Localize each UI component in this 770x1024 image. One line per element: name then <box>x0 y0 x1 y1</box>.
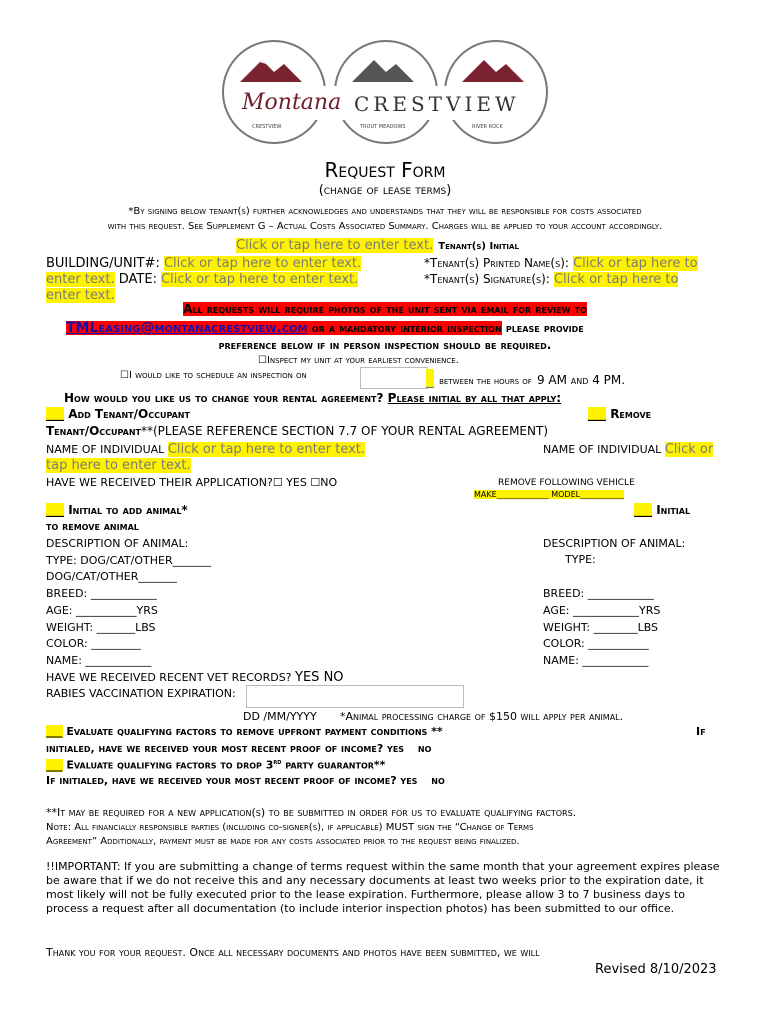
name-individual-right <box>543 442 713 457</box>
date-row <box>46 272 358 287</box>
email-link[interactable]: TMLeasing@montanacrestview.com <box>66 320 308 336</box>
signature-field[interactable]: Click or tap here to <box>553 272 679 287</box>
rabies-date-field[interactable] <box>246 685 464 708</box>
add-animal-blank[interactable]: ___ <box>46 503 64 517</box>
name-individual-left <box>46 442 365 457</box>
schedule-hours <box>426 369 625 388</box>
printed-name-label: *Tenant(s) Printed Name(s): <box>424 256 569 270</box>
evaluate-guarantor-blank[interactable]: ___ <box>46 758 63 772</box>
building-field-cont[interactable]: enter text. <box>46 272 115 287</box>
name-individual-left-cont <box>46 458 191 473</box>
revised-date: Revised 8/10/2023 <box>595 962 717 977</box>
date-label: DATE: <box>118 272 157 287</box>
between-hours: between the hours of <box>439 376 532 387</box>
remove-tenant-line <box>588 407 651 421</box>
thank-you: Thank you for your request. Once all necessary documents and photos have been submitted, we will <box>46 946 540 959</box>
ack-line-1: *By signing below tenant(s) further acknowledges and understands that they will be responsible for costs associated <box>128 206 642 217</box>
logo-sub-right: RIVER ROCK <box>472 124 503 130</box>
note-line-3: Agreement” Additionally, payment must be made for any costs associated prior to the request being finalized. <box>46 836 520 847</box>
evaluate-guarantor-label: Evaluate qualifying factors to drop 3 <box>66 758 274 772</box>
tenant-initial-label: Tenant(s) Initial <box>438 241 519 252</box>
note-line-1: **It may be required for a new application(s) to be submitted in order for us to evaluate qualifying factors. <box>46 806 577 819</box>
add-animal-label: Initial to add animal* <box>68 503 188 517</box>
right-animal-4: WEIGHT: ________LBS <box>543 621 659 634</box>
if-word: If <box>696 725 706 738</box>
how-change: How would you like us to change your rental agreement? <box>64 391 384 405</box>
evaluate-guarantor-line <box>46 758 385 772</box>
printed-name-row <box>424 256 698 271</box>
left-animal-2: DOG/CAT/OTHER_______ <box>46 570 177 583</box>
date-field-wrap[interactable]: enter text. <box>46 288 115 303</box>
logo-script: Montana <box>242 90 342 115</box>
right-animal-2: BREED: ____________ <box>543 587 654 600</box>
schedule-option <box>120 370 307 381</box>
photos-alert-2b: or a mandatory interior inspection <box>307 321 502 335</box>
if-initialed-income-line <box>46 774 445 787</box>
remove-vehicle: REMOVE FOLLOWING VEHICLE <box>498 478 635 488</box>
tenant-initial-row <box>236 234 519 253</box>
right-animal-1: TYPE: <box>565 553 596 566</box>
initialed-income-no[interactable]: no <box>417 742 432 755</box>
initialed-income-label: initialed, have we received your most recent proof of income? yes <box>46 742 405 755</box>
ack-line-2: with this request. See Supplement G – Actual Costs Associated Summary. Charges will be applied to your account accordingly. <box>107 221 663 232</box>
add-tenant-blank[interactable]: ___ <box>46 407 64 421</box>
make-model-field[interactable]: MAKE_____________ MODEL___________ <box>474 490 625 499</box>
name-individual-field[interactable]: Click or tap here to enter text. <box>167 442 366 457</box>
printed-name-field[interactable]: Click or tap here to <box>573 256 698 271</box>
inspect-option-label: Inspect my unit at your earliest convenience. <box>266 355 459 366</box>
schedule-blank: _ <box>426 369 434 388</box>
schedule-checkbox[interactable]: ☐ <box>120 370 129 381</box>
remove-animal-initial-label: Initial <box>656 503 691 517</box>
signature-label: *Tenant(s) Signature(s): <box>424 272 550 286</box>
tenant-occupant-label: Tenant/Occupant <box>46 424 141 438</box>
to-remove-animal: to remove animal <box>46 520 139 533</box>
name-individual-label: NAME OF INDIVIDUAL <box>46 443 165 456</box>
date-field-cont <box>46 288 115 303</box>
page-subtitle: (change of lease terms) <box>318 183 452 198</box>
photos-alert-1: All requests will require photos of the unit sent via email for review to <box>183 302 587 316</box>
make-model <box>474 490 624 499</box>
if-initialed-income-no[interactable]: no <box>431 774 445 787</box>
inspect-checkbox[interactable]: ☐ <box>258 355 267 366</box>
signature-row <box>424 272 678 287</box>
please-initial: Please initial by all that apply: <box>387 391 562 405</box>
right-animal-5: COLOR: ___________ <box>543 637 649 650</box>
evaluate-upfront-label: Evaluate qualifying factors to remove upfront payment conditions ** <box>66 725 443 738</box>
left-animal-3: BREED: ____________ <box>46 587 157 600</box>
photos-alert-2 <box>66 321 502 335</box>
building-label: BUILDING/UNIT#: <box>46 256 160 271</box>
photos-line-3: preference below if in person inspection should be required. <box>218 338 552 352</box>
vet-records-line <box>46 670 344 685</box>
initialed-income-line <box>46 742 431 755</box>
left-animal-1: TYPE: DOG/CAT/OTHER_______ <box>46 554 212 567</box>
evaluate-upfront-blank[interactable]: ___ <box>46 725 63 738</box>
add-animal-line <box>46 503 188 517</box>
photos-line-2 <box>66 320 584 336</box>
name-individual-field-cont[interactable]: tap here to enter text. <box>46 458 191 473</box>
remove-animal-blank[interactable]: ___ <box>634 503 652 517</box>
left-animal-4: AGE: ___________YRS <box>46 604 158 617</box>
hours-text: 9 AM and 4 PM. <box>536 373 626 387</box>
left-animal-6: COLOR: _________ <box>46 637 141 650</box>
date-field[interactable]: Click or tap here to enter text. <box>161 272 359 287</box>
received-application-label: HAVE WE RECEIVED THEIR APPLICATION? <box>46 476 273 489</box>
tenant-initial-field[interactable]: Click or tap here to enter text. <box>236 238 434 253</box>
important-paragraph: !!IMPORTANT: If you are submitting a change of terms request within the same month that your agreement expires please be aware that if we do not receive this and any necessary documents at least two weeks prior to the expiration date, it most likely will not be fully executed prior to the lease expiration. Furthermore, please allow 3 to 7 business days to process a request after all documentation (to include interior inspection photos) has been submitted to our office. <box>46 860 720 915</box>
animal-charge: *Animal processing charge of $150 will apply per animal. <box>340 710 624 723</box>
add-tenant-line <box>46 407 190 421</box>
building-field[interactable]: Click or tap here to enter text. <box>163 256 362 271</box>
evaluate-guarantor-label-b: party guarantor** <box>281 758 386 772</box>
received-application <box>46 476 337 489</box>
mountain-icon <box>240 54 540 84</box>
right-animal-0: DESCRIPTION OF ANIMAL: <box>543 537 686 550</box>
name-individual-right-field[interactable]: Click or <box>664 442 714 457</box>
right-animal-3: AGE: ____________YRS <box>543 604 661 617</box>
logo <box>222 40 542 148</box>
page-title: Request Form <box>324 158 446 182</box>
app-no-label: NO <box>320 476 338 489</box>
schedule-date-field[interactable] <box>360 367 428 389</box>
app-yes-checkbox[interactable]: ☐ <box>272 476 283 489</box>
inspect-option <box>258 355 459 366</box>
vet-yes-no[interactable]: YES NO <box>295 670 344 685</box>
remove-tenant-blank[interactable]: ___ <box>588 407 606 421</box>
left-animal-5: WEIGHT: _______LBS <box>46 621 156 634</box>
if-initialed-income-label: If initialed, have we received your most recent proof of income? yes <box>46 774 418 787</box>
tenant-occupant-line <box>46 424 548 438</box>
remove-label: Remove <box>610 407 652 421</box>
photos-line-2c: please provide <box>501 321 584 335</box>
note-line-2: Note: All financially responsible parties (including co-signer(s), if applicable) MUST sign the “Change of Terms <box>46 822 534 833</box>
name-individual-right-label: NAME OF INDIVIDUAL <box>543 443 662 456</box>
rabies-label: RABIES VACCINATION EXPIRATION: <box>46 687 236 700</box>
add-tenant-label: Add Tenant/Occupant <box>68 407 190 421</box>
logo-sub-left: CRESTVIEW <box>252 124 282 130</box>
photos-line-1 <box>0 302 770 316</box>
right-animal-6: NAME: ____________ <box>543 654 649 667</box>
app-no-checkbox[interactable]: ☐ <box>310 476 321 489</box>
logo-sub-mid: TROUT MEADOWS <box>360 124 406 130</box>
evaluate-upfront-line <box>46 725 443 738</box>
schedule-option-label: I would like to schedule an inspection on <box>128 370 307 381</box>
how-change-line <box>64 391 561 405</box>
building-row <box>46 256 361 271</box>
remove-animal-initial <box>634 503 690 517</box>
app-yes-label: YES <box>286 476 307 489</box>
vet-records-label: HAVE WE RECEIVED RECENT VET RECORDS? <box>46 671 292 684</box>
left-animal-7: NAME: ____________ <box>46 654 152 667</box>
logo-caps: CRESTVIEW <box>354 92 520 116</box>
ordinal-rd: rd <box>273 758 282 766</box>
left-animal-0: DESCRIPTION OF ANIMAL: <box>46 537 189 550</box>
reference-text: **(PLEASE REFERENCE SECTION 7.7 OF YOUR RENTAL AGREEMENT) <box>140 424 548 438</box>
date-format: DD /MM/YYYY <box>243 710 317 723</box>
